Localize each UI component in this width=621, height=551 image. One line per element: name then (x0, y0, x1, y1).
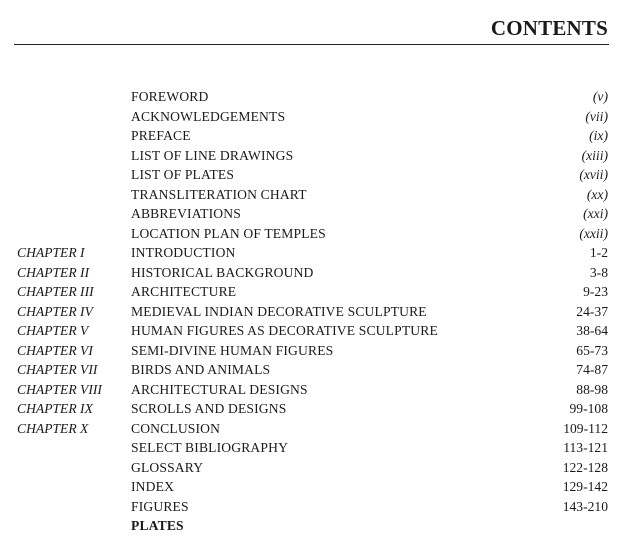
page-number: 129-142 (562, 479, 608, 494)
toc-entry (0, 419, 621, 439)
toc-entry (0, 185, 621, 205)
toc-entry (0, 282, 621, 302)
entry-title: MEDIEVAL INDIAN DECORATIVE SCULPTURE (131, 303, 427, 319)
page-number: (xx) (586, 186, 608, 202)
entry-title: ACKNOWLEDGEMENTS (131, 108, 286, 124)
toc-entry (0, 126, 621, 146)
toc-entry (0, 399, 621, 419)
toc-entry (0, 243, 621, 263)
chapter-label: CHAPTER V (17, 323, 89, 338)
page-number: 9-23 (583, 284, 608, 299)
page-number: 143-210 (562, 498, 608, 514)
entry-title: ABBREVIATIONS (131, 206, 241, 221)
page-number: 88-98 (576, 381, 608, 397)
page-number: 113-121 (563, 440, 608, 455)
toc-entry (0, 360, 621, 380)
toc-entry (0, 516, 621, 536)
page-number: 1-2 (589, 245, 608, 260)
page-number: (xiii) (581, 147, 608, 163)
entry-title: PLATES (131, 518, 184, 533)
toc-entry (0, 165, 621, 185)
toc-entry (0, 497, 621, 517)
chapter-label: CHAPTER X (17, 420, 89, 436)
page-number: (v) (592, 89, 608, 104)
toc-entry (0, 477, 621, 497)
entry-title: INTRODUCTION (131, 245, 236, 260)
entry-title: FOREWORD (131, 89, 209, 104)
table-of-contents (0, 87, 621, 536)
entry-title: LIST OF LINE DRAWINGS (131, 147, 294, 163)
entry-title: FIGURES (131, 498, 189, 514)
page-number: (vii) (585, 108, 608, 124)
page-number: 65-73 (576, 342, 608, 358)
toc-entry (0, 224, 621, 244)
toc-entry (0, 458, 621, 478)
page-number: (ix) (589, 128, 608, 143)
chapter-label: CHAPTER III (17, 284, 94, 299)
toc-entry (0, 438, 621, 458)
entry-title: ARCHITECTURAL DESIGNS (131, 381, 308, 397)
chapter-label: CHAPTER I (17, 245, 85, 260)
page-number: 99-108 (569, 401, 608, 416)
toc-entry (0, 263, 621, 283)
page-number: (xxii) (579, 225, 608, 241)
chapter-label: CHAPTER IV (17, 303, 93, 319)
toc-entry (0, 380, 621, 400)
entry-title: INDEX (131, 479, 175, 494)
entry-title: LOCATION PLAN OF TEMPLES (131, 225, 326, 241)
page-title: CONTENTS (490, 16, 608, 40)
chapter-label: CHAPTER IX (17, 401, 93, 416)
page-number: 24-37 (576, 303, 608, 319)
entry-title: SCROLLS AND DESIGNS (131, 401, 287, 416)
toc-entry (0, 341, 621, 361)
page-number: 109-112 (563, 420, 608, 436)
entry-title: CONCLUSION (131, 420, 221, 436)
entry-title: HUMAN FIGURES AS DECORATIVE SCULPTURE (131, 323, 438, 338)
page-number: (xxi) (583, 206, 608, 221)
entry-title: ARCHITECTURE (131, 284, 237, 299)
page-number: 38-64 (576, 323, 608, 338)
toc-entry (0, 302, 621, 322)
entry-title: LIST OF PLATES (131, 167, 235, 182)
chapter-label: CHAPTER VI (17, 342, 93, 358)
entry-title: TRANSLITERATION CHART (131, 186, 307, 202)
toc-entry (0, 204, 621, 224)
entry-title: PREFACE (131, 128, 191, 143)
entry-title: SEMI-DIVINE HUMAN FIGURES (131, 342, 334, 358)
page-number: 3-8 (589, 264, 608, 280)
title-divider (14, 44, 609, 45)
chapter-label: CHAPTER VIII (17, 381, 102, 397)
toc-entry (0, 146, 621, 166)
entry-title: GLOSSARY (131, 459, 204, 475)
page-number: 74-87 (576, 362, 608, 377)
page-number: 122-128 (562, 459, 608, 475)
toc-entry (0, 87, 621, 107)
entry-title: BIRDS AND ANIMALS (131, 362, 271, 377)
toc-entry (0, 321, 621, 341)
chapter-label: CHAPTER VII (17, 362, 98, 377)
toc-entry (0, 107, 621, 127)
entry-title: HISTORICAL BACKGROUND (131, 264, 314, 280)
entry-title: SELECT BIBLIOGRAPHY (131, 440, 289, 455)
page-number: (xvii) (579, 167, 608, 182)
chapter-label: CHAPTER II (17, 264, 90, 280)
